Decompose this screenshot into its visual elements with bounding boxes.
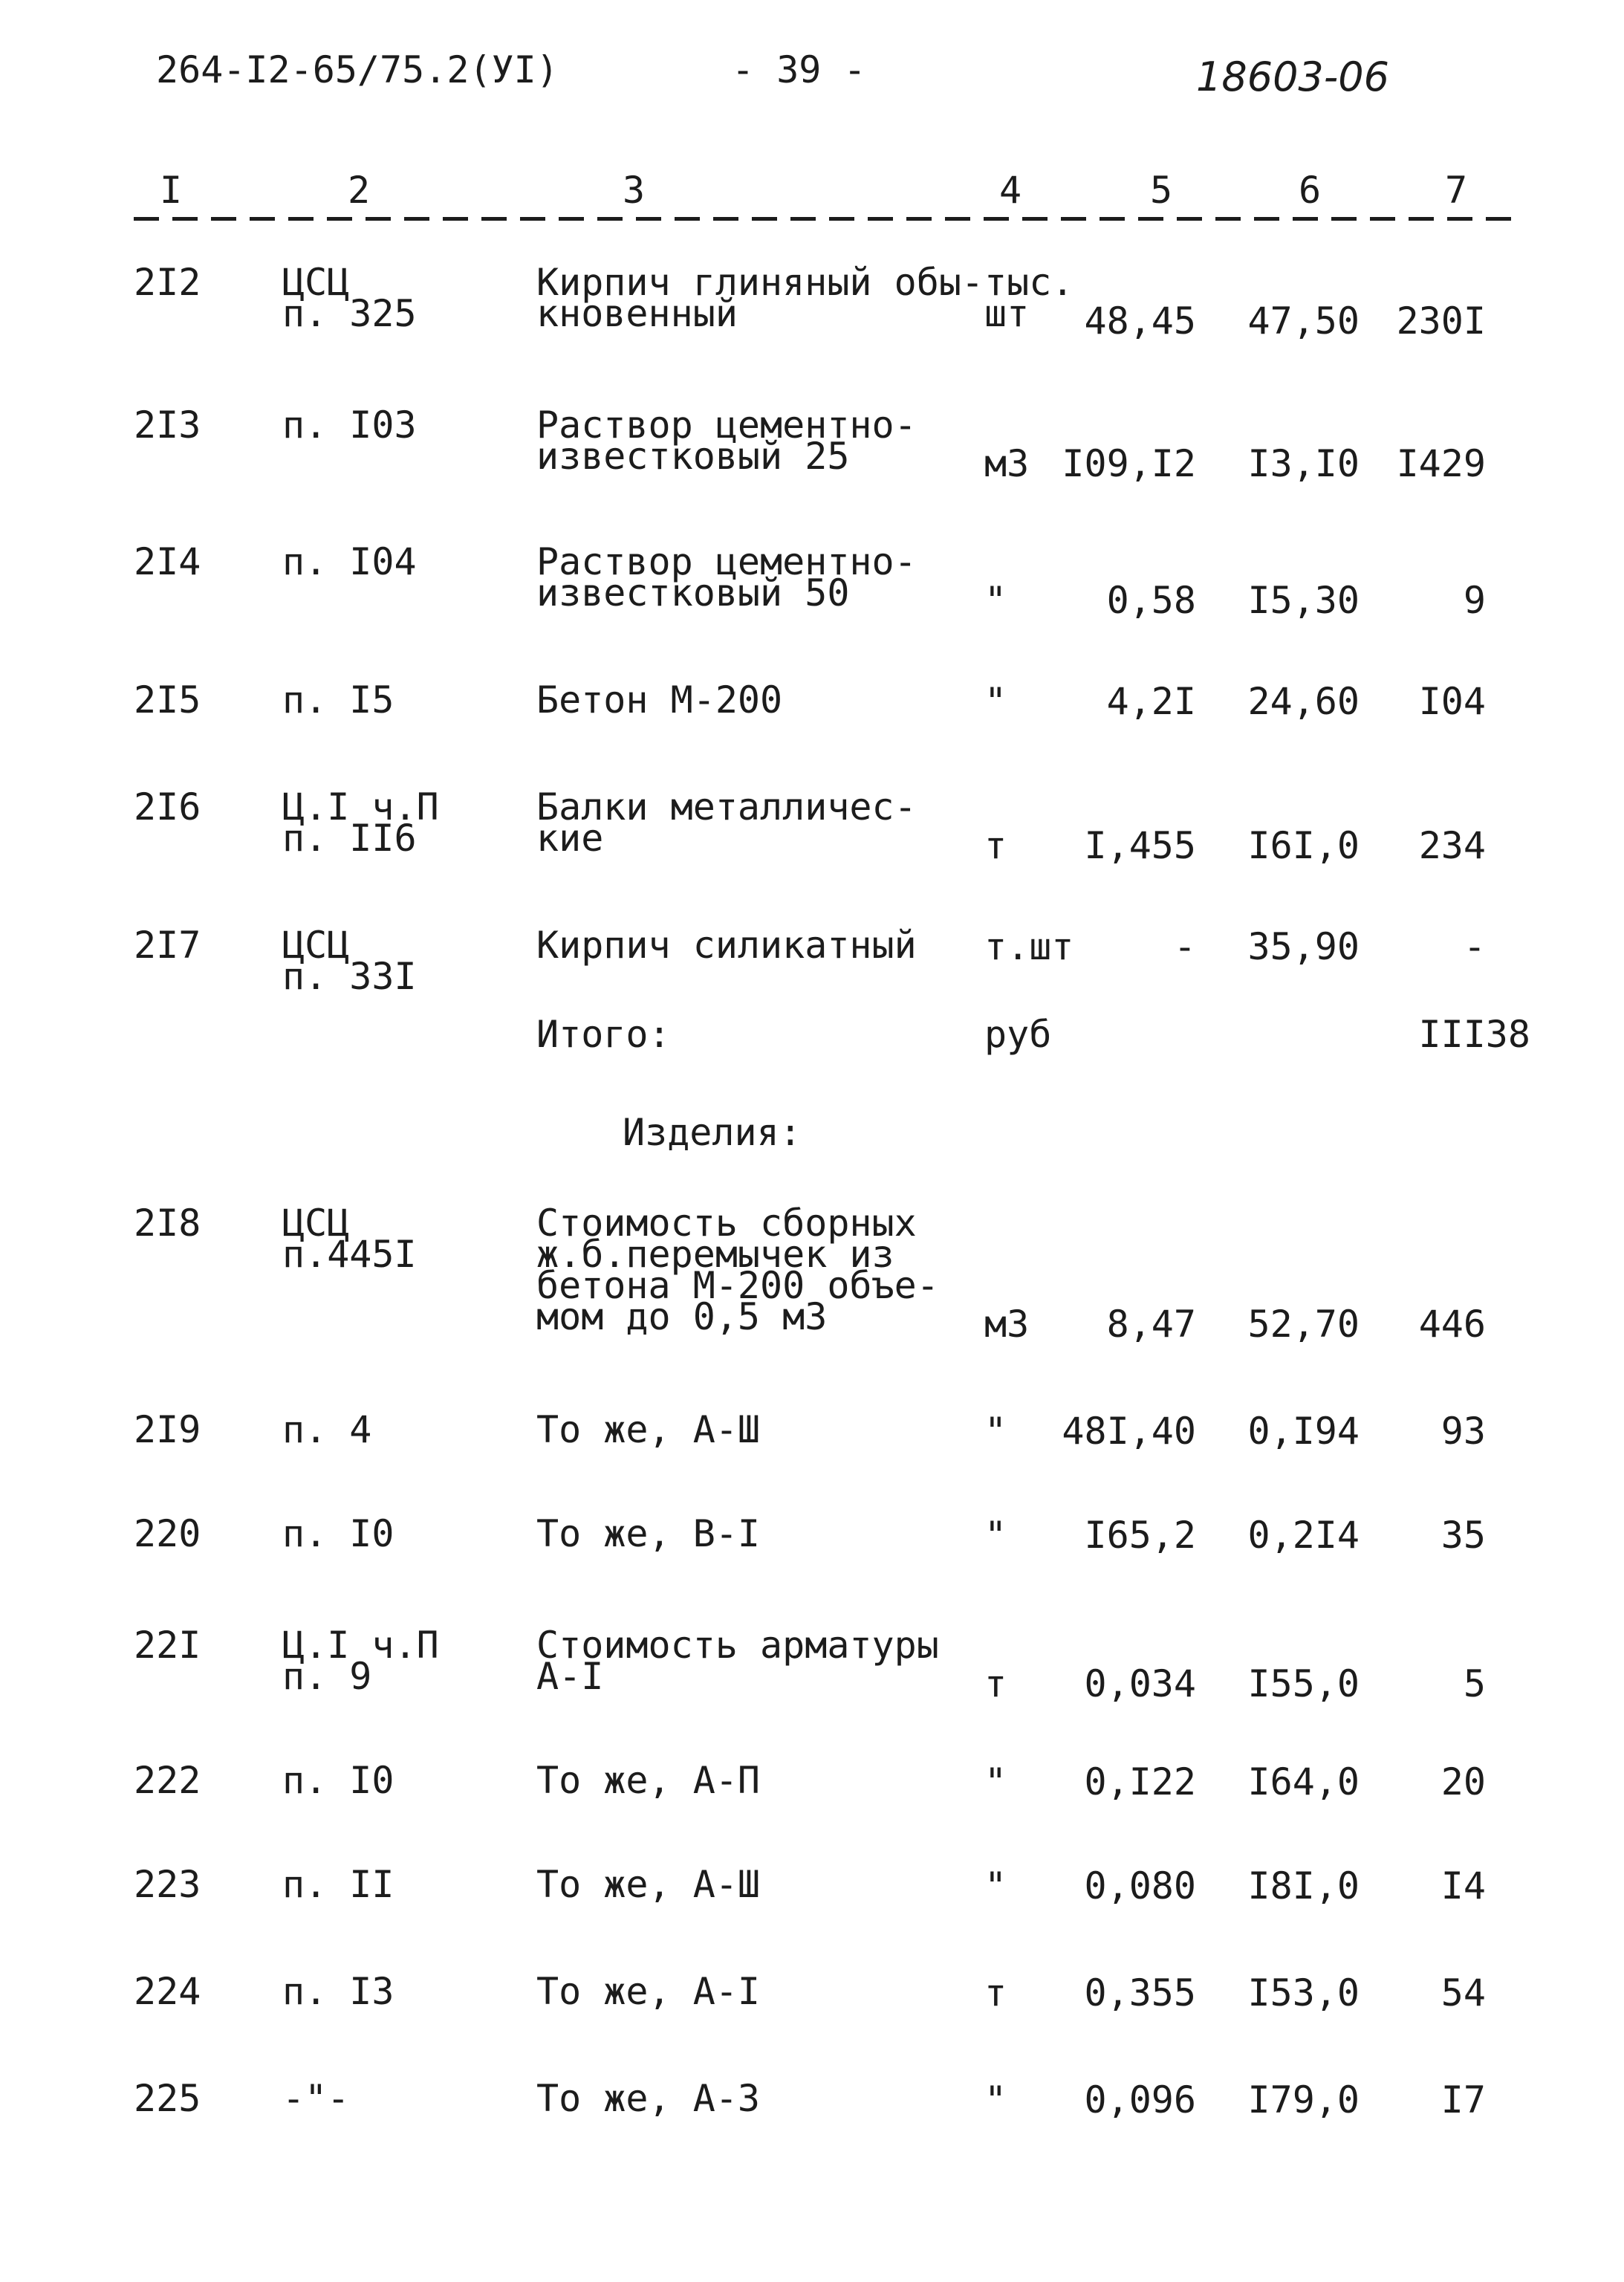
table-row-name: Бетон М-200 (536, 678, 783, 722)
rule-dash (1370, 217, 1395, 221)
rule-dash (752, 217, 777, 221)
table-row-unit: шт (984, 292, 1030, 335)
table-row-sum: 20 (1441, 1760, 1486, 1803)
rule-dash (1215, 217, 1241, 221)
table-row-name: мом до 0,5 м3 (536, 1295, 828, 1338)
table-row-name: Стоимость сборных (536, 1202, 917, 1245)
table-row-name: Балки металличес- (536, 785, 917, 829)
table-row-reference: п. I03 (282, 403, 417, 447)
table-row-reference: п. 325 (282, 292, 417, 335)
rule-dash (250, 217, 275, 221)
table-row-price: 47,50 (1247, 299, 1360, 343)
rule-dash (481, 217, 507, 221)
table-row-name: Раствор цементно- (536, 403, 917, 447)
table-row-number: 2I8 (134, 1202, 201, 1245)
total-sum: III38 (1418, 1013, 1530, 1056)
table-row-sum: I429 (1396, 442, 1486, 485)
table-row-unit: м3 (984, 1303, 1030, 1346)
table-row-reference: п. I3 (282, 1970, 394, 2013)
table-row-name: бетона М-200 объе- (536, 1264, 939, 1307)
table-row-name: кие (536, 817, 604, 860)
table-row-sum: 9 (1463, 579, 1486, 622)
rule-dash (906, 217, 932, 221)
rule-dash (520, 217, 545, 221)
table-row-sum: 230I (1396, 299, 1486, 343)
table-row-name: То же, А-I (536, 1970, 761, 2013)
table-row-price: I55,0 (1247, 1662, 1360, 1705)
rule-dash (404, 217, 429, 221)
table-row-number: 22I (134, 1624, 201, 1667)
table-row-price: 35,90 (1247, 925, 1360, 968)
table-row-price: 0,I94 (1247, 1410, 1360, 1453)
table-row-price: I5,30 (1247, 579, 1360, 622)
table-row-quantity: I,455 (1084, 824, 1196, 867)
table-row-sum: 234 (1418, 824, 1486, 867)
rule-dash (1254, 217, 1279, 221)
table-row-price: I79,0 (1247, 2078, 1360, 2121)
table-row-price: 0,2I4 (1247, 1514, 1360, 1557)
table-row-unit: " (984, 1514, 1007, 1557)
table-row-name: Кирпич глиняный обы- (536, 261, 984, 304)
column-header-2: 2 (348, 169, 371, 212)
table-row-quantity: 0,080 (1084, 1864, 1196, 1907)
table-row-name: кновенный (536, 292, 738, 335)
table-row-number: 2I3 (134, 403, 201, 447)
rule-dash (211, 217, 236, 221)
rule-dash (790, 217, 816, 221)
rule-dash (829, 217, 854, 221)
table-row-quantity: 0,034 (1084, 1662, 1196, 1705)
table-row-price: I6I,0 (1247, 824, 1360, 867)
table-row-unit: т (984, 1971, 1007, 2014)
table-row-sum: I7 (1441, 2078, 1486, 2121)
table-row-reference: ЦСЦ (282, 924, 350, 967)
table-row-price: I8I,0 (1247, 1864, 1360, 1907)
table-row-reference: п. II (282, 1863, 394, 1906)
table-row-number: 2I7 (134, 924, 201, 967)
table-row-name: То же, А-3 (536, 2077, 761, 2120)
table-row-price: I64,0 (1247, 1760, 1360, 1803)
column-header-7: 7 (1445, 169, 1468, 212)
rule-dash (134, 217, 159, 221)
table-row-reference: п.445I (282, 1233, 417, 1276)
rule-dash (172, 217, 198, 221)
table-row-name: ж.б.перемычек из (536, 1233, 894, 1276)
table-row-unit: " (984, 1864, 1007, 1907)
rule-dash (559, 217, 584, 221)
table-row-unit: " (984, 579, 1007, 622)
table-row-quantity: I65,2 (1084, 1514, 1196, 1557)
table-row-name: То же, А-Ш (536, 1863, 761, 1906)
table-row-number: 2I5 (134, 678, 201, 722)
document-code: 264-I2-65/75.2(УI) (156, 48, 559, 91)
table-row-unit: т (984, 1662, 1007, 1705)
rule-dash (288, 217, 314, 221)
table-row-unit: " (984, 2078, 1007, 2121)
table-row-unit: " (984, 1760, 1007, 1803)
total-unit: руб (984, 1013, 1052, 1056)
table-row-unit: м3 (984, 442, 1030, 485)
registration-number: 18603-06 (1196, 54, 1389, 100)
section-title: Изделия: (623, 1111, 802, 1154)
table-row-name: То же, В-I (536, 1512, 761, 1555)
column-header-3: 3 (623, 169, 646, 212)
table-row-reference: п. I5 (282, 678, 394, 722)
rule-dash (1022, 217, 1048, 221)
rule-dash (1447, 217, 1472, 221)
table-row-price: I53,0 (1247, 1971, 1360, 2014)
table-row-quantity: 48,45 (1084, 299, 1196, 343)
table-row-unit: т (984, 824, 1007, 867)
table-row-name: известковый 25 (536, 435, 850, 478)
table-row-reference: п. I04 (282, 540, 417, 583)
table-row-reference: п. 4 (282, 1408, 372, 1451)
table-row-quantity: 48I,40 (1062, 1410, 1196, 1453)
table-row-name: Раствор цементно- (536, 540, 917, 583)
rule-dash (1177, 217, 1202, 221)
table-row-quantity: - (1173, 925, 1196, 968)
rule-dash (1331, 217, 1357, 221)
table-row-number: 222 (134, 1759, 201, 1802)
column-header-4: 4 (999, 169, 1022, 212)
table-row-number: 2I9 (134, 1408, 201, 1451)
table-row-reference: Ц.I ч.П (282, 1624, 439, 1667)
rule-dash (945, 217, 970, 221)
rule-dash (1293, 217, 1318, 221)
table-row-reference: п. 33I (282, 955, 417, 998)
rule-dash (675, 217, 700, 221)
rule-dash (1138, 217, 1163, 221)
table-row-reference: п. I0 (282, 1512, 394, 1555)
table-row-sum: 54 (1441, 1971, 1486, 2014)
table-row-sum: 93 (1441, 1410, 1486, 1453)
column-header-6: 6 (1299, 169, 1322, 212)
rule-dash (366, 217, 391, 221)
column-header-1: I (160, 169, 183, 212)
rule-dash (713, 217, 738, 221)
table-row-reference: п. II6 (282, 817, 417, 860)
rule-dash (327, 217, 352, 221)
table-row-quantity: I09,I2 (1062, 442, 1196, 485)
table-row-price: I3,I0 (1247, 442, 1360, 485)
rule-dash (868, 217, 893, 221)
table-row-price: 52,70 (1247, 1303, 1360, 1346)
rule-dash (984, 217, 1009, 221)
table-row-unit: тыс. (984, 261, 1074, 304)
rule-dash (1409, 217, 1434, 221)
table-row-reference: -"- (282, 2077, 350, 2120)
table-row-reference: ЦСЦ (282, 261, 350, 304)
rule-dash (1100, 217, 1125, 221)
table-row-number: 220 (134, 1512, 201, 1555)
rule-dash (597, 217, 623, 221)
table-row-unit: т.шт (984, 925, 1074, 968)
rule-dash (1061, 217, 1086, 221)
table-row-name: То же, А-П (536, 1759, 761, 1802)
table-row-price: 24,60 (1247, 680, 1360, 723)
table-row-quantity: 4,2I (1106, 680, 1196, 723)
table-row-unit: " (984, 680, 1007, 723)
table-row-name: известковый 50 (536, 571, 850, 615)
table-row-reference: п. I0 (282, 1759, 394, 1802)
table-row-sum: 35 (1441, 1514, 1486, 1557)
table-row-number: 224 (134, 1970, 201, 2013)
table-row-quantity: 0,58 (1106, 579, 1196, 622)
table-row-quantity: 0,355 (1084, 1971, 1196, 2014)
table-row-name: А-I (536, 1655, 604, 1698)
rule-dash (1486, 217, 1511, 221)
table-row-sum: 446 (1418, 1303, 1486, 1346)
table-row-sum: I4 (1441, 1864, 1486, 1907)
table-row-number: 2I2 (134, 261, 201, 304)
column-header-5: 5 (1150, 169, 1173, 212)
rule-dash (636, 217, 661, 221)
table-row-reference: Ц.I ч.П (282, 785, 439, 829)
total-label: Итого: (536, 1013, 671, 1056)
table-row-number: 223 (134, 1863, 201, 1906)
table-row-quantity: 0,096 (1084, 2078, 1196, 2121)
table-row-name: Стоимость арматуры (536, 1624, 939, 1667)
table-row-reference: ЦСЦ (282, 1202, 350, 1245)
table-row-sum: 5 (1463, 1662, 1486, 1705)
rule-dash (443, 217, 468, 221)
table-row-sum: - (1463, 925, 1486, 968)
table-row-number: 2I4 (134, 540, 201, 583)
table-row-quantity: 8,47 (1106, 1303, 1196, 1346)
table-row-quantity: 0,I22 (1084, 1760, 1196, 1803)
table-row-sum: I04 (1418, 680, 1486, 723)
table-row-number: 2I6 (134, 785, 201, 829)
table-row-number: 225 (134, 2077, 201, 2120)
table-row-name: То же, А-Ш (536, 1408, 761, 1451)
table-row-reference: п. 9 (282, 1655, 372, 1698)
table-row-name: Кирпич силикатный (536, 924, 917, 967)
page-number: - 39 - (732, 48, 866, 91)
table-row-unit: " (984, 1410, 1007, 1453)
